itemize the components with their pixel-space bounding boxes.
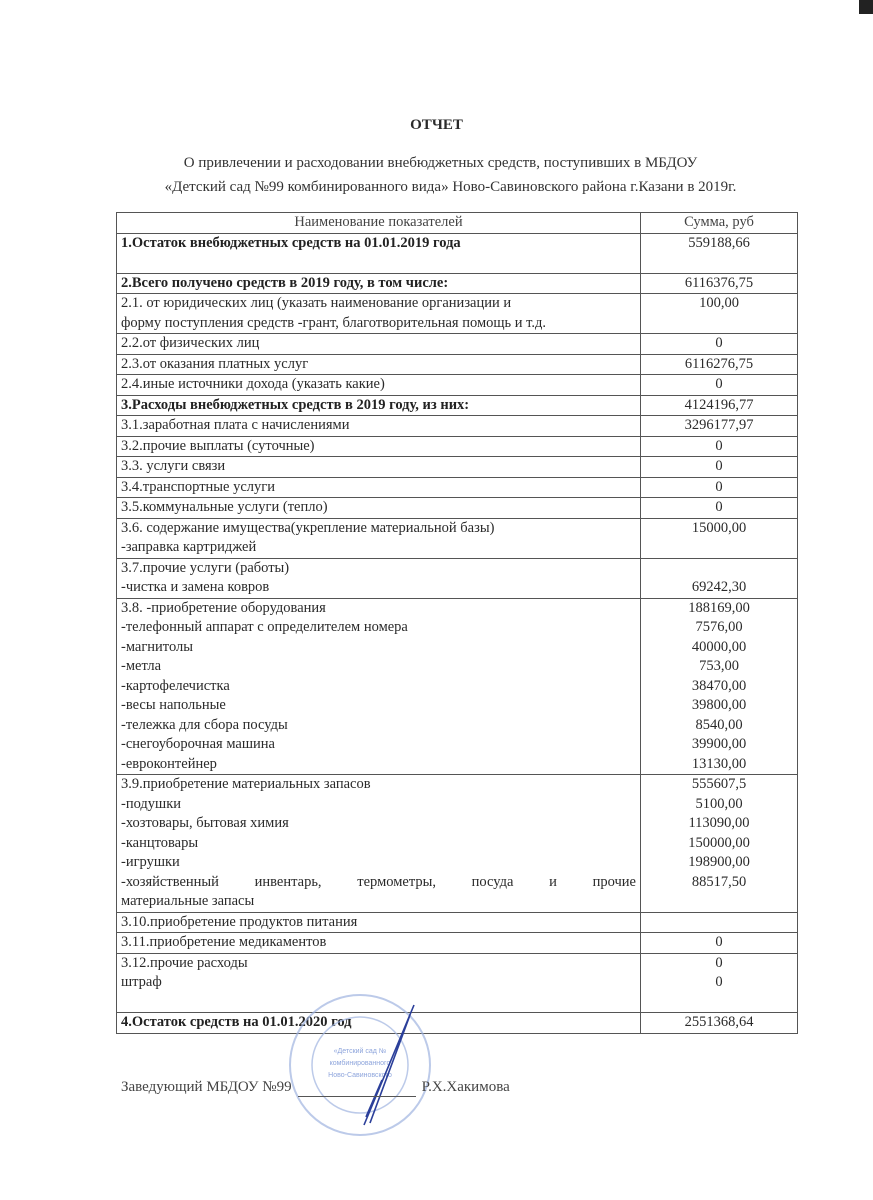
row-label [117,416,641,437]
row-amount-line: 6116376,75 [684,274,754,291]
signatory-name: Р.Х.Хакимова [421,1079,510,1095]
svg-text:«Детский сад №: «Детский сад № [333,1048,387,1055]
table-row [117,354,798,375]
row-label [117,598,641,775]
row-amount-line: 559188,66 [688,234,750,251]
row-label-line: 2.4.иные источники дохода (указать какие) [121,376,385,392]
row-label-line: 3.5.коммунальные услуги (тепло) [121,499,328,515]
table-row [117,518,798,558]
row-label-line: 3.2.прочие выплаты (суточные) [121,437,315,454]
row-amount-line: 3296177,97 [684,417,754,433]
row-amount [641,477,798,498]
row-amount-line: 0 [715,437,723,454]
table-row [117,912,798,933]
table-header-row [117,213,798,234]
report-table [116,212,798,1034]
table-row [117,598,798,775]
row-amount-line: 6116276,75 [684,355,754,372]
row-label [117,273,641,294]
row-amount-line: 753,00 [699,658,739,674]
row-label [117,395,641,416]
row-amount-line: 69242,30 [691,579,747,595]
row-amount-line: 40000,00 [691,638,747,655]
row-label [117,518,641,558]
row-amount [641,273,798,294]
row-amount-line: 198900,00 [688,854,750,870]
table-row [117,416,798,437]
row-amount-line [645,559,793,579]
header-indicator-name: Наименование показателей [117,213,641,234]
table-row [117,273,798,294]
row-label-line: 3.3. услуги связи [121,458,226,474]
row-amount [641,912,798,933]
row-label-line: 2.1. от юридических лиц (указать наименование организации и [121,295,512,311]
row-amount-line: 7576,00 [695,619,743,635]
row-label [117,477,641,498]
organization-stamp [282,985,442,1145]
row-label-line: 2.Всего получено средств в 2019 году, в том числе: [121,274,449,291]
row-amount [641,1013,798,1034]
row-amount [641,598,798,775]
row-amount-line: 0 [715,376,723,392]
row-label-line: 4.Остаток средств на 01.01.2020 год [121,1014,352,1030]
row-amount [641,518,798,558]
row-amount [641,498,798,519]
signatory-position: Заведующий МБДОУ №99 [121,1079,292,1095]
table-row [117,477,798,498]
row-amount-line: 100,00 [699,295,739,311]
table-row [117,294,798,334]
row-label [117,457,641,478]
row-label-line: 3.6. содержание имущества(укрепление материальной базы) [121,519,495,536]
row-label-line: -телефонный аппарат с определителем номера [121,619,408,635]
row-label [117,933,641,954]
row-amount-line: 555607,5 [691,776,747,792]
row-label [117,354,641,375]
row-label-line: материальные запасы [121,893,255,909]
row-amount-line: 88517,50 [691,873,747,890]
row-amount-line: 5100,00 [695,795,743,812]
row-amount [641,416,798,437]
row-label-line: -картофелечистка [121,677,230,694]
row-label-line: -весы напольные [121,697,226,713]
row-label-line: 3.1.заработная плата с начислениями [121,417,350,433]
document-title: ОТЧЕТ [410,117,463,133]
row-amount-line: 4124196,77 [684,396,754,413]
table-row [117,558,798,598]
svg-text:Ново-Савиновского: Ново-Савиновского [328,1072,392,1079]
row-label-line: -снегоуборочная машина [121,736,275,752]
row-label [117,294,641,334]
row-label-line: -чистка и замена ковров [121,579,270,595]
document-subtitle-line2: «Детский сад №99 комбинированного вида» Ново-Савиновского района г.Казани в 2019г. [164,179,737,195]
row-amount-line: 150000,00 [688,834,750,851]
row-amount-line: 0 [715,954,723,971]
row-label-line: форму поступления средств -грант, благотворительная помощь и т.д. [121,314,547,331]
table-row [117,395,798,416]
table-row [117,457,798,478]
signature-block [121,1079,510,1097]
row-amount-line: 13130,00 [691,755,747,772]
row-label-line: -канцтовары [121,834,199,851]
row-amount-line: 0 [715,335,723,351]
row-label [117,375,641,396]
row-label [117,436,641,457]
row-amount-line: 188169,00 [688,599,750,616]
row-amount [641,354,798,375]
row-label-line: 2.2.от физических лиц [121,335,260,351]
row-amount-line: 0 [715,499,723,515]
row-amount-line: 15000,00 [691,519,747,536]
table-row [117,334,798,355]
row-amount-line: 38470,00 [691,677,747,694]
row-amount [641,436,798,457]
table-row [117,498,798,519]
signature-line [298,1079,416,1097]
row-amount [641,233,798,273]
row-amount-line: 39800,00 [691,697,747,713]
row-amount-line: 2551368,64 [684,1014,754,1030]
row-amount [641,953,798,1013]
row-label-line: 2.3.от оказания платных услуг [121,355,309,372]
row-label-line: -евроконтейнер [121,755,217,772]
scan-edge-mark [859,0,873,14]
row-amount [641,395,798,416]
row-amount-line: 0 [715,974,723,990]
row-amount-line: 0 [715,478,723,495]
row-amount-line [645,913,793,933]
row-label [117,912,641,933]
row-label-line: -хозяйственный инвентарь, термометры, посуда и прочие [121,873,636,890]
row-label-line: 3.12.прочие расходы [121,954,248,971]
row-amount [641,375,798,396]
row-label [117,775,641,913]
row-label [117,558,641,598]
svg-text:комбинированного: комбинированного [329,1060,391,1067]
row-label [117,233,641,273]
document-subtitle-line1: О привлечении и расходовании внебюджетных средств, поступивших в МБДОУ [183,155,698,171]
table-row [117,436,798,457]
row-label-line [121,253,636,273]
row-label-line: 3.4.транспортные услуги [121,478,275,495]
row-label-line: -подушки [121,795,182,812]
row-label-line: 1.Остаток внебюджетных средств на 01.01.2019 года [121,234,461,251]
row-amount-line: 39900,00 [691,736,747,752]
table-row [117,233,798,273]
row-amount-line: 8540,00 [695,716,743,733]
table-row [117,1013,798,1034]
row-label-line: штраф [121,974,162,990]
table-row [117,933,798,954]
row-label-line: -тележка для сбора посуды [121,716,288,733]
row-label-line: 3.11.приобретение медикаментов [121,934,327,950]
row-amount [641,558,798,598]
row-label-line: 3.Расходы внебюджетных средств в 2019 году, из них: [121,396,470,413]
row-label-line: 3.7.прочие услуги (работы) [121,559,290,576]
row-label-line: -магнитолы [121,638,193,655]
table-row [117,953,798,1013]
table-row [117,375,798,396]
row-label-line: 3.10.приобретение продуктов питания [121,913,358,930]
row-amount-line: 0 [715,458,723,474]
row-label-line: -метла [121,658,162,674]
row-amount [641,933,798,954]
row-label-line: -игрушки [121,854,180,870]
row-amount [641,334,798,355]
header-amount: Сумма, руб [641,213,798,234]
row-amount [641,294,798,334]
row-amount [641,457,798,478]
row-label-line: 3.8. -приобретение оборудования [121,599,326,616]
row-label [117,334,641,355]
row-label [117,498,641,519]
row-amount-line: 0 [715,934,723,950]
row-label-line: -заправка картриджей [121,539,257,555]
row-label-line: -хозтовары, бытовая химия [121,815,289,831]
row-amount [641,775,798,913]
table-row [117,775,798,913]
row-label-line: 3.9.приобретение материальных запасов [121,776,371,792]
row-amount-line: 113090,00 [688,815,750,831]
